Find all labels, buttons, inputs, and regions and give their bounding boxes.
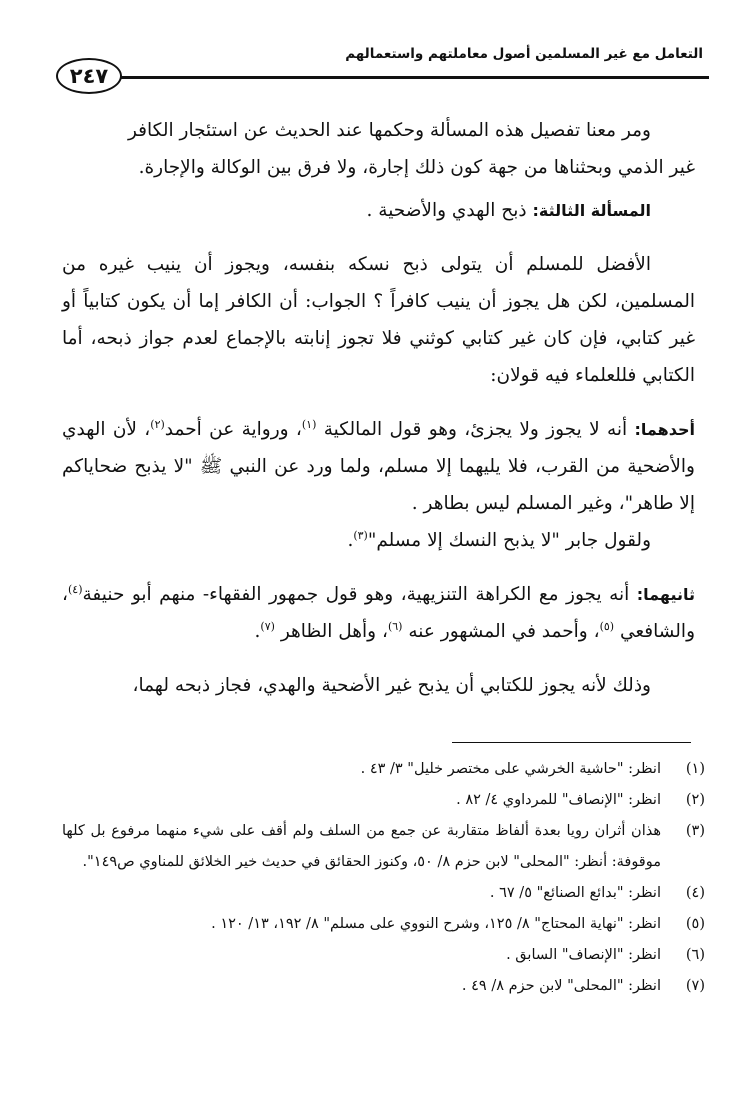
footnote-number: (٢) bbox=[685, 792, 705, 808]
footnote-item bbox=[62, 878, 705, 909]
footnote-ref-5[interactable]: (٥) bbox=[599, 619, 615, 633]
paragraph-2: الأفضل للمسلم أن يتولى ذبح نسكه بنفسه، ويجوز أن ينيب غيره من المسلمين، لكن هل يجوز أن ينيب كافراً ؟ الجواب: أن الكافر إما أن يكون كتابياً أو غير كتابي، فإن كان غير كتابي كوثني فلا تجوز إنابته بالإجماع لعدم جواز ذبحه، أما الكتابي فللعلماء فيه قولان: bbox=[62, 254, 695, 386]
issue-heading bbox=[62, 192, 695, 229]
second-opinion-label: ثانيهما: bbox=[636, 585, 695, 604]
footnote-text: انظر: "المحلى" لابن حزم ٨/ ٤٩ . bbox=[461, 978, 661, 994]
issue-text: ذبح الهدي والأضحية . bbox=[366, 200, 533, 221]
footnote-number: (٥) bbox=[685, 916, 705, 932]
first-opinion-text-c: ، لأن الهدي والأضحية من القرب، فلا يليهما إلا مسلم، ولما ورد عن النبي ﷺ "لا يذبح ضحاياكم إلا طاهر"، وغير المسلم ليس بطاهر . bbox=[62, 419, 695, 514]
footnote-ref-4[interactable]: (٤) bbox=[67, 582, 83, 596]
footnote-text: انظر: "الإنصاف" السابق . bbox=[506, 947, 661, 963]
footnote-ref-1[interactable]: (١) bbox=[301, 417, 317, 431]
footnote-text: انظر: "الإنصاف" للمرداوي ٤/ ٨٢ . bbox=[456, 792, 661, 808]
issue-label: المسألة الثالثة: bbox=[532, 201, 651, 220]
footnote-number: (٧) bbox=[685, 978, 705, 994]
footnote-item bbox=[62, 940, 705, 971]
footnote-number: (٣) bbox=[685, 823, 705, 839]
second-opinion: ثانيهما: أنه يجوز مع الكراهة التنزيهية، وهو قول جمهور الفقهاء- منهم أبو حنيفة$^{(٤)}$، والشافعي $^{(٥)}$، وأحمد في المشهور عنه $^{(٦)}$، وأهل الظاهر $^{(٧)}$. bbox=[62, 582, 695, 642]
footnote-number: (٤) bbox=[685, 885, 705, 901]
jabir-line: ولقول جابر "لا يذبح النسك إلا مسلم"$^{(٣)}$. bbox=[347, 528, 651, 551]
footnote-item bbox=[62, 754, 705, 785]
last-paragraph: وذلك لأنه يجوز للكتابي أن يذبح غير الأضحية والهدي، فجاز ذبحه لهما، bbox=[132, 675, 651, 696]
footnote-item bbox=[62, 785, 705, 816]
second-opinion-text-b: ، والشافعي bbox=[62, 584, 695, 642]
header-rule bbox=[105, 76, 709, 79]
paragraph-1-line-2: غير الذمي وبحثناها من جهة كون ذلك إجارة، ولا فرق بين الوكالة والإجارة. bbox=[138, 157, 695, 178]
footnote-separator bbox=[452, 742, 691, 743]
footnote-text: انظر: "نهاية المحتاج" ٨/ ١٢٥، وشرح النووي على مسلم" ٨/ ١٩٢، ١٣/ ١٢٠ . bbox=[211, 916, 661, 932]
footnote-text: هذان أثران رويا بعدة ألفاظ متقاربة عن جمع من السلف ولم أقف على شيء منهما مرفوع بل كلها موقوفة: أنظر: "المحلى" لابن حزم ٨/ ٥٠، وكنوز الحقائق في حديث خير الخلائق للمناوي ص١٤٩". bbox=[62, 823, 661, 870]
jabir-text: ولقول جابر "لا يذبح النسك إلا مسلم" bbox=[367, 530, 651, 551]
footnote-ref-3[interactable]: (٣) bbox=[353, 528, 368, 542]
footnote-item bbox=[62, 971, 705, 1002]
footnote-number: (١) bbox=[685, 761, 705, 777]
second-opinion-text-c: ، وأحمد في المشهور عنه bbox=[402, 621, 600, 642]
footnotes bbox=[62, 754, 705, 1002]
footnote-ref-7[interactable]: (٧) bbox=[260, 619, 275, 633]
main-text bbox=[62, 112, 695, 704]
page-number-badge: ٢٤٧ bbox=[56, 58, 122, 94]
second-opinion-text-a: أنه يجوز مع الكراهة التنزيهية، وهو قول جمهور الفقهاء- منهم أبو حنيفة bbox=[82, 584, 637, 605]
footnote-number: (٦) bbox=[685, 947, 705, 963]
running-header: التعامل مع غير المسلمين أصول معاملتهم واستعمالهم bbox=[345, 46, 703, 62]
footnote-text: انظر: "حاشية الخرشي على مختصر خليل" ٣/ ٤٣ . bbox=[360, 761, 661, 777]
first-opinion-text-b: ، ورواية عن أحمد bbox=[164, 419, 302, 440]
first-opinion bbox=[62, 411, 695, 522]
footnote-ref-2[interactable]: (٢) bbox=[150, 417, 165, 431]
paragraph-1-line-1: ومر معنا تفصيل هذه المسألة وحكمها عند الحديث عن استئجار الكافر bbox=[127, 120, 651, 141]
footnote-ref-6[interactable]: (٦) bbox=[387, 619, 403, 633]
first-opinion-text-a: أنه لا يجوز ولا يجزئ، وهو قول المالكية bbox=[316, 419, 635, 440]
footnote-item bbox=[62, 816, 705, 878]
footnote-text: انظر: "بدائع الصنائع" ٥/ ٦٧ . bbox=[489, 885, 661, 901]
second-opinion-text-d: ، وأهل الظاهر bbox=[274, 621, 388, 642]
footnote-item bbox=[62, 909, 705, 940]
first-opinion-label: أحدهما: bbox=[634, 420, 695, 439]
